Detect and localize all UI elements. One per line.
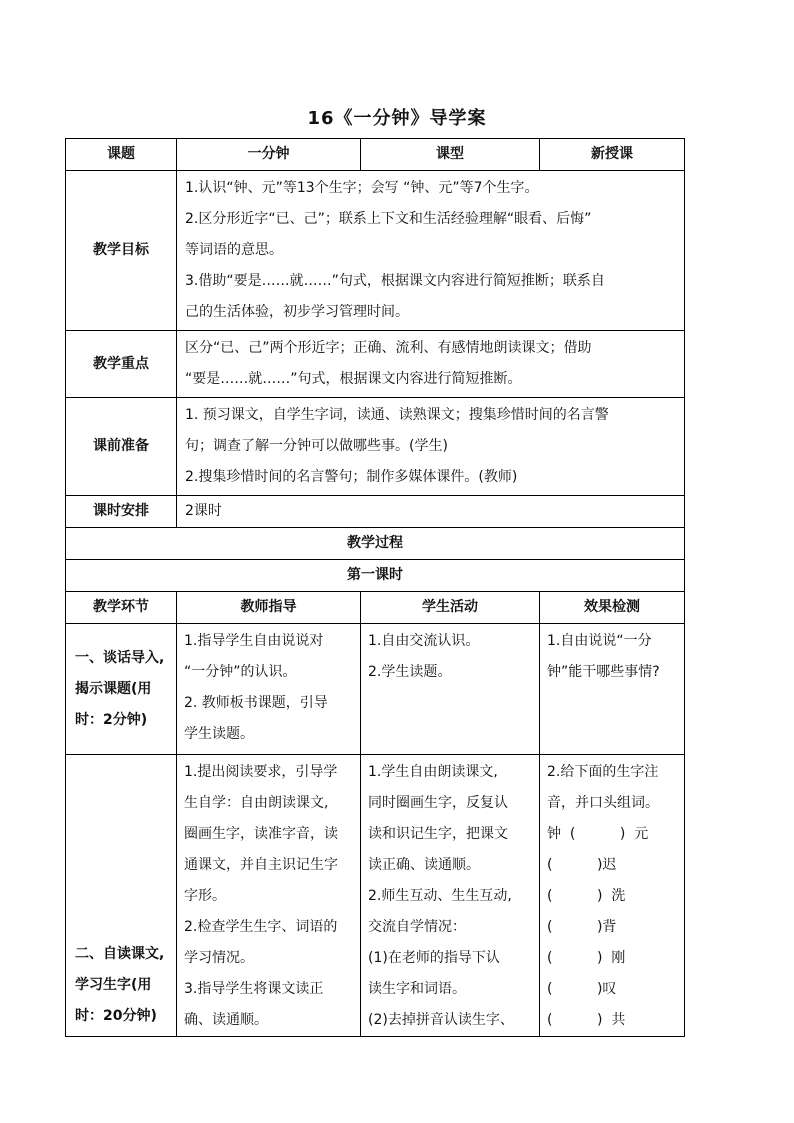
stage1-teacher-line: 1.指导学生自由说说对 xyxy=(184,633,324,649)
preparation-line: 1. 预习课文，自学生字词，读通、读熟课文；搜集珍惜时间的名言警 xyxy=(185,407,609,423)
stage1-check-line: 钟”能干哪些事情? xyxy=(547,664,660,680)
stage1-student-line: 2.学生读题。 xyxy=(368,664,452,680)
goals-line: 等词语的意思。 xyxy=(185,242,283,258)
stage2-student-line: 读生字和词语。 xyxy=(368,981,466,997)
process-title-row xyxy=(66,528,685,560)
goals-line: 己的生活体验，初步学习管理时间。 xyxy=(185,304,409,320)
stage2-teacher-line: 通课文，并自主识记生字 xyxy=(184,857,338,873)
stage2-check-line: ( )迟 xyxy=(547,857,617,873)
goals-line: 3.借助“要是……就……”句式，根据课文内容进行简短推断；联系自 xyxy=(185,273,605,289)
period-title-row xyxy=(66,560,685,592)
stage1-name-line: 时：2分钟) xyxy=(75,711,148,728)
stage1-teacher-line: “一分钟”的认识。 xyxy=(184,664,297,680)
stage2-teacher-line: 生自学：自由朗读课文, xyxy=(184,795,329,811)
header-type-value: 新授课 xyxy=(540,139,685,171)
stage2-name-line: 学习生字(用 xyxy=(75,977,152,993)
stage2-check-line: 钟 ( ) 元 xyxy=(547,826,649,842)
stage1-check-line: 1.自由说说“一分 xyxy=(547,633,652,649)
stage2-name xyxy=(66,755,177,1037)
stage1-check xyxy=(540,624,685,755)
stage1-row xyxy=(66,624,685,755)
stage2-teacher-line: 确、读通顺。 xyxy=(184,1012,268,1028)
stage2-check-line: ( )背 xyxy=(547,919,617,935)
stage2-row xyxy=(66,755,685,1037)
column-check: 效果检测 xyxy=(540,592,685,624)
stage1-name-line: 揭示课题(用 xyxy=(75,680,152,697)
stage2-student-line: (1)在老师的指导下认 xyxy=(368,950,500,966)
stage2-student-line: 2.师生互动、生生互动, xyxy=(368,888,512,904)
header-topic-value: 一分钟 xyxy=(177,139,361,171)
column-stage: 教学环节 xyxy=(66,592,177,624)
stage2-check xyxy=(540,755,685,1037)
goals-label: 教学目标 xyxy=(66,171,177,331)
period-title: 第一课时 xyxy=(66,560,685,592)
preparation-line: 2.搜集珍惜时间的名言警句；制作多媒体课件。(教师) xyxy=(185,469,518,485)
stage2-teacher-line: 3.指导学生将课文读正 xyxy=(184,981,324,997)
goals-line: 2.区分形近字“已、己”；联系上下文和生活经验理解“眼看、后悔” xyxy=(185,211,592,227)
stage2-student-line: 读正确、读通顺。 xyxy=(368,857,480,873)
stage2-check-line: 音，并口头组词。 xyxy=(547,795,659,811)
stage2-check-line: ( ) 洗 xyxy=(547,888,626,904)
stage1-teacher xyxy=(177,624,361,755)
schedule-value: 2课时 xyxy=(177,496,685,528)
stage2-student xyxy=(361,755,540,1037)
stage2-student-line: (2)去掉拼音认读生字、 xyxy=(368,1012,514,1028)
stage1-name-line: 一、谈话导入, xyxy=(75,649,165,666)
preparation-content xyxy=(177,398,685,496)
stage2-teacher-line: 2.检查学生生字、词语的 xyxy=(184,919,338,935)
header-row xyxy=(66,139,685,171)
stage2-check-line: ( ) 共 xyxy=(547,1012,626,1028)
preparation-row xyxy=(66,398,685,496)
column-teacher: 教师指导 xyxy=(177,592,361,624)
key-points-line: “要是……就……”句式，根据课文内容进行简短推断。 xyxy=(185,371,522,387)
key-points-line: 区分“已、己”两个形近字；正确、流利、有感情地朗读课文；借助 xyxy=(185,340,592,356)
key-points-label: 教学重点 xyxy=(66,331,177,398)
schedule-label: 课时安排 xyxy=(66,496,177,528)
preparation-label: 课前准备 xyxy=(66,398,177,496)
header-topic-label: 课题 xyxy=(66,139,177,171)
stage2-student-line: 读和识记生字，把课文 xyxy=(368,826,508,842)
stage2-check-line: ( ) 刚 xyxy=(547,950,626,966)
key-points-content xyxy=(177,331,685,398)
schedule-row xyxy=(66,496,685,528)
stage2-student-line: 1.学生自由朗读课文, xyxy=(368,764,498,780)
stage2-check-line: 2.给下面的生字注 xyxy=(547,764,659,780)
key-points-row xyxy=(66,331,685,398)
goals-line: 1.认识“钟、元”等13个生字；会写 “钟、元”等7个生字。 xyxy=(185,180,539,196)
stage2-check-line: ( )叹 xyxy=(547,981,617,997)
header-type-label: 课型 xyxy=(361,139,540,171)
stage2-student-line: 同时圈画生字，反复认 xyxy=(368,795,508,811)
document-title: 16《一分钟》导学案 xyxy=(307,108,487,129)
stage2-student-line: 交流自学情况： xyxy=(368,919,466,935)
stage2-teacher-line: 字形。 xyxy=(184,888,226,904)
stage1-name xyxy=(66,624,177,755)
stage1-teacher-line: 2. 教师板书课题，引导 xyxy=(184,695,328,711)
stage2-teacher xyxy=(177,755,361,1037)
stage2-teacher-line: 圈画生字，读准字音，读 xyxy=(184,826,338,842)
stage2-name-line: 二、自读课文, xyxy=(75,946,165,962)
stage2-teacher-line: 1.提出阅读要求，引导学 xyxy=(184,764,338,780)
stage1-teacher-line: 学生读题。 xyxy=(184,726,254,742)
stage1-student xyxy=(361,624,540,755)
lesson-plan-table xyxy=(65,138,685,1037)
goals-content xyxy=(177,171,685,331)
column-student: 学生活动 xyxy=(361,592,540,624)
preparation-line: 句；调查了解一分钟可以做哪些事。(学生) xyxy=(185,438,448,454)
stage1-student-line: 1.自由交流认识。 xyxy=(368,633,480,649)
process-title: 教学过程 xyxy=(66,528,685,560)
stage2-teacher-line: 学习情况。 xyxy=(184,950,254,966)
goals-row xyxy=(66,171,685,331)
columns-header-row xyxy=(66,592,685,624)
stage2-name-line: 时：20分钟) xyxy=(75,1008,157,1024)
